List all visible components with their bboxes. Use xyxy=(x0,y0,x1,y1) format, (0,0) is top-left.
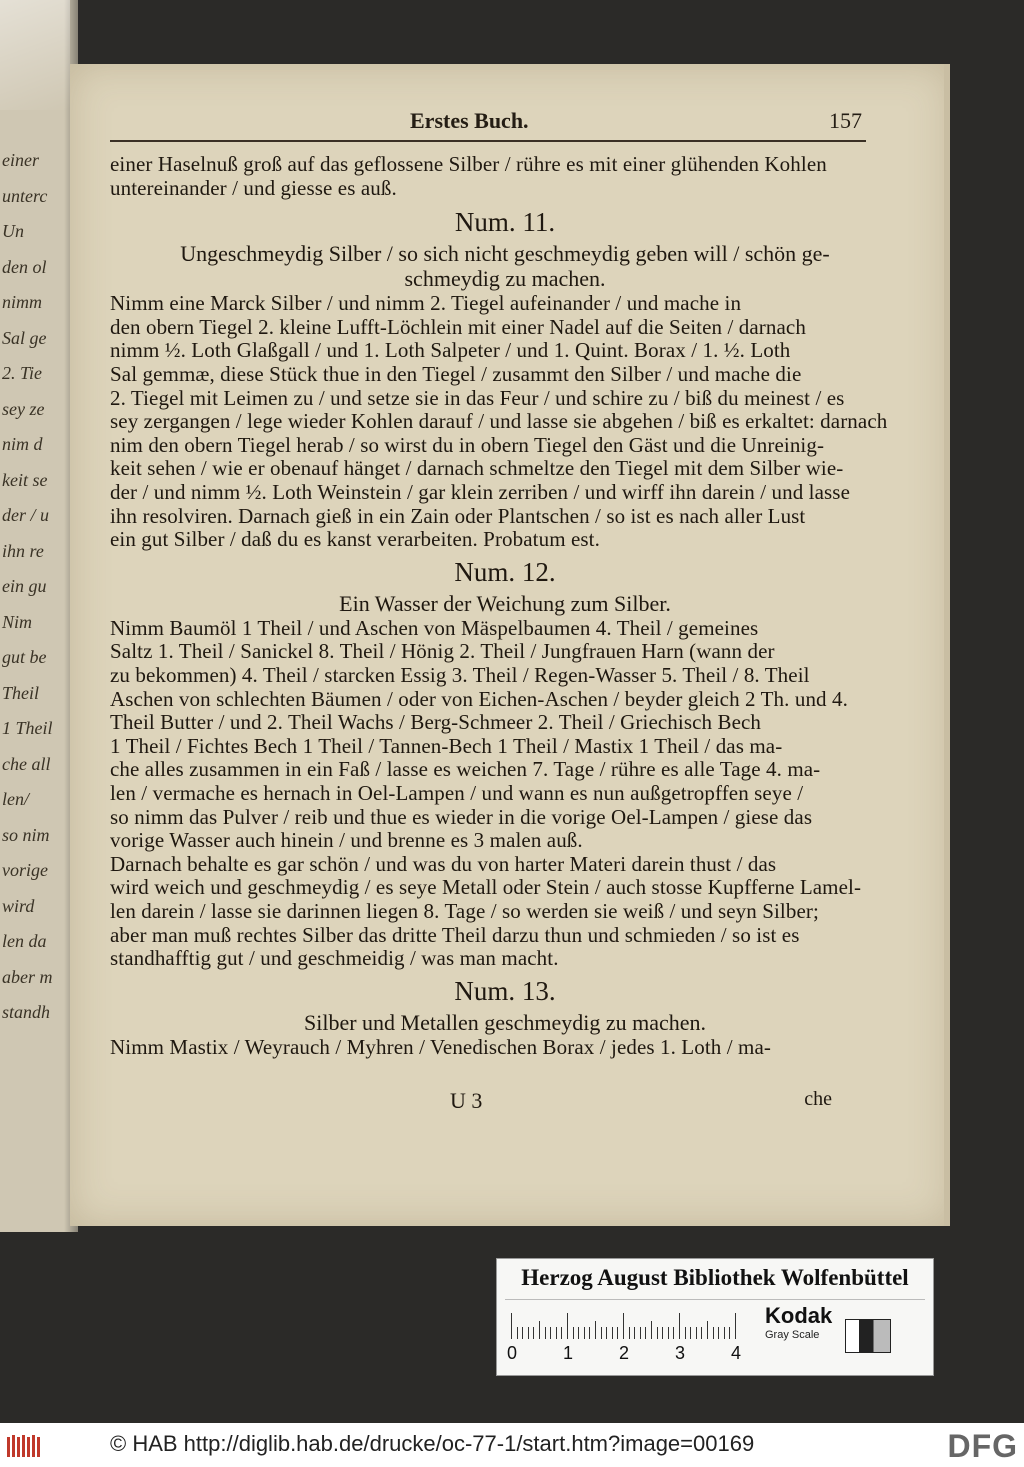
text-line: len / vermache es hernach in Oel-Lampen / und wann es nun außgetropffen seye / xyxy=(110,781,804,805)
left-page-fragment: aber m xyxy=(2,966,53,987)
library-color-card xyxy=(496,1258,934,1376)
left-page-fragment: ein gu xyxy=(2,576,47,596)
ruler-tick xyxy=(690,1327,691,1339)
text-line: zu bekommen) 4. Theil / starcken Essig 3. Theil / Regen-Wasser 5. Theil / 8. Theil xyxy=(110,663,810,687)
text-line: Sal gemmæ, diese Stück thue in den Tiegel / zusammt den Silber / und mache die xyxy=(110,362,802,386)
text-line: Darnach behalte es gar schön / und was du von harter Materi darein thust / das xyxy=(110,851,777,876)
text-line: vorige Wasser auch hinein / und brenne es 3 malen auß. xyxy=(110,828,583,853)
ruler-tick xyxy=(718,1327,719,1339)
gray-scale-label: Gray Scale xyxy=(765,1329,820,1341)
ruler-tick xyxy=(545,1327,546,1339)
left-page-fragment: len da xyxy=(2,931,47,951)
ruler-tick xyxy=(668,1327,669,1339)
ruler-tick xyxy=(573,1327,574,1339)
ruler-tick xyxy=(595,1321,596,1339)
left-page-fragment: Nim xyxy=(2,611,33,632)
left-page-fragment: sey ze xyxy=(2,398,45,419)
text-line: che alles zusammen in ein Faß / lasse es weichen 7. Tage / rühre es alle Tage 4. ma- xyxy=(110,757,821,782)
page-number: 157 xyxy=(829,108,862,133)
text-line: ihn resolviren. Darnach gieß in ein Zain oder Plantschen / so ist es nach aller Lust xyxy=(110,503,806,528)
ruler-tick xyxy=(584,1327,585,1339)
ruler-tick xyxy=(606,1327,607,1339)
ruler-tick xyxy=(561,1327,562,1339)
adjacent-left-page xyxy=(0,0,78,1232)
text-line: 2. Tiegel mit Leimen zu / und setze sie in das Feur / und schire zu / biß du meinest / es xyxy=(110,385,845,410)
running-head: Erstes Buch. xyxy=(410,108,529,133)
ruler-tick xyxy=(696,1327,697,1339)
ruler-tick xyxy=(724,1327,725,1339)
left-page-fragment: den ol xyxy=(2,256,47,277)
hab-logo-icon xyxy=(6,1433,42,1459)
ruler-tick xyxy=(578,1327,579,1339)
section-number: Num. 13. xyxy=(454,975,556,1006)
left-page-fragment: gut be xyxy=(2,647,47,667)
glare xyxy=(0,0,70,110)
ruler-tick xyxy=(623,1313,624,1339)
ruler-tick xyxy=(701,1327,702,1339)
ruler-tick xyxy=(528,1327,529,1339)
ruler-tick xyxy=(522,1327,523,1339)
ruler-tick xyxy=(517,1327,518,1339)
left-page-fragment: len/ xyxy=(2,789,29,809)
ruler-tick xyxy=(511,1313,512,1339)
text-line: ein gut Silber / daß du es kanst verarbeiten. Probatum est. xyxy=(110,527,600,552)
text-line: einer Haselnuß groß auf das geflossene Silber / rühre es mit einer glühenden Kohlen xyxy=(110,152,827,176)
ruler-tick xyxy=(556,1327,557,1339)
text-line: len darein / lasse sie darinnen liegen 8. Tage / so werden sie weiß / und seyn Silber; xyxy=(110,899,819,923)
section-number: Num. 12. xyxy=(454,556,556,587)
section-number: Num. 11. xyxy=(454,207,556,238)
text-line: wird weich und geschmeydig / es seye Metall oder Stein / auch stosse Kupfferne Lamel- xyxy=(110,875,862,900)
page-edge xyxy=(944,64,950,1226)
ruler-tick xyxy=(539,1321,540,1339)
ruler-tick xyxy=(645,1327,646,1339)
ruler-tick xyxy=(673,1327,674,1339)
ruler-tick xyxy=(685,1327,686,1339)
signature-mark: U 3 xyxy=(450,1088,483,1113)
left-page-fragment: nim d xyxy=(2,434,43,454)
card-divider xyxy=(505,1299,925,1300)
left-page-fragment: Sal ge xyxy=(2,327,47,348)
left-page-fragment: einer xyxy=(2,150,39,170)
text-line: den obern Tiegel 2. kleine Lufft-Löchlein mit einer Nadel auf die Seiten / darnach xyxy=(110,314,806,339)
ruler-label: 2 xyxy=(619,1343,630,1363)
text-line: nimm ½. Loth Glaßgall / und 1. Loth Salpeter / und 1. Quint. Borax / 1. ½. Loth xyxy=(110,338,791,363)
text-line: Nimm Mastix / Weyrauch / Myhren / Venedischen Borax / jedes 1. Loth / ma- xyxy=(110,1034,771,1059)
ruler-tick xyxy=(657,1327,658,1339)
catchword: che xyxy=(804,1088,832,1110)
section-title: Silber und Metallen geschmeydig zu machen. xyxy=(304,1009,706,1035)
ruler-tick xyxy=(629,1327,630,1339)
ruler-tick xyxy=(713,1327,714,1339)
left-page-fragment: Un xyxy=(2,221,24,241)
gray-scale-patch xyxy=(845,1319,891,1353)
left-page-fragment: nimm xyxy=(2,292,42,312)
text-line: Saltz 1. Theil / Sanickel 8. Theil / Hönig 2. Theil / Jungfrauen Harn (wann der xyxy=(110,639,775,664)
left-page-fragment: vorige xyxy=(2,860,48,880)
ruler-tick xyxy=(634,1327,635,1339)
ruler-tick xyxy=(550,1327,551,1339)
kodak-logo: Kodak xyxy=(765,1303,833,1328)
ruler-tick xyxy=(662,1327,663,1339)
ruler-tick xyxy=(735,1313,736,1339)
text-line: untereinander / und giesse es auß. xyxy=(110,175,397,200)
text-line: Nimm Baumöl 1 Theil / und Aschen von Mäspelbaumen 4. Theil / gemeines xyxy=(110,615,759,640)
left-page-fragment: keit se xyxy=(2,469,48,490)
left-page-fragment: che all xyxy=(2,753,51,774)
book-page xyxy=(70,64,950,1226)
ruler-label: 0 xyxy=(507,1343,518,1363)
left-page-fragment: ihn re xyxy=(2,540,44,561)
left-page-fragment: Theil xyxy=(2,682,40,703)
footer-copyright-link[interactable]: © HAB http://diglib.hab.de/drucke/oc-77-1/start.htm?image=00169 xyxy=(110,1431,755,1456)
text-line: der / und nimm ½. Loth Weinstein / gar klein zerriben / und wirff ihn darein / und lasse xyxy=(110,480,851,504)
text-line: Aschen von schlechten Bäumen / oder von Eichen-Aschen / beyder gleich 2 Th. und 4. xyxy=(110,686,848,711)
ruler-label: 4 xyxy=(731,1343,742,1363)
text-line: Theil Butter / und 2. Theil Wachs / Berg-Schmeer 2. Theil / Griechisch Bech xyxy=(110,710,762,735)
ruler-tick xyxy=(640,1327,641,1339)
left-page-fragment: standh xyxy=(2,1002,51,1022)
text-line: sey zergangen / lege wieder Kohlen darauf / und lasse sie abgehen / biß es erkaltet: darnach xyxy=(110,409,888,434)
left-page-fragment: 2. Tie xyxy=(2,363,43,383)
header-rule xyxy=(110,140,866,142)
ruler-tick xyxy=(567,1313,568,1339)
text-line: standhafftig gut / und geschmeidig / was man macht. xyxy=(110,946,559,971)
ruler-tick xyxy=(533,1327,534,1339)
text-line: keit sehen / wie er obenauf hänget / darnach schmeltze den Tiegel mit dem Silber wie- xyxy=(110,456,844,481)
scale-ruler xyxy=(511,1313,737,1339)
ruler-tick xyxy=(617,1327,618,1339)
dfg-logo: DFG xyxy=(947,1428,1018,1464)
ruler-tick xyxy=(707,1321,708,1339)
library-name: Herzog August Bibliothek Wolfenbüttel xyxy=(521,1265,909,1290)
left-page-fragment: der / u xyxy=(2,505,49,525)
ruler-tick xyxy=(612,1327,613,1339)
ruler-tick xyxy=(679,1313,680,1339)
left-page-fragment: so nim xyxy=(2,824,50,845)
text-line: Nimm eine Marck Silber / und nimm 2. Tiegel aufeinander / und mache in xyxy=(110,291,742,316)
left-page-fragment: 1 Theil xyxy=(2,718,53,738)
section-title: schmeydig zu machen. xyxy=(404,266,606,292)
section-title: Ungeschmeydig Silber / so sich nicht geschmeydig geben will / schön ge- xyxy=(180,241,830,267)
ruler-tick xyxy=(729,1327,730,1339)
text-line: nim den obern Tiegel herab / so wirst du in obern Tiegel den Gäst und die Unreinig- xyxy=(110,432,825,457)
section-title: Ein Wasser der Weichung zum Silber. xyxy=(339,590,671,616)
ruler-tick xyxy=(601,1327,602,1339)
text-line: aber man muß rechtes Silber das dritte Theil darzu thun und schmieden / so ist es xyxy=(110,922,800,947)
footer-bar xyxy=(0,1423,1024,1467)
left-page-fragment: unterc xyxy=(2,185,48,206)
text-line: 1 Theil / Fichtes Bech 1 Theil / Tannen-Bech 1 Theil / Mastix 1 Theil / das ma- xyxy=(110,733,783,758)
left-page-fragment: wird xyxy=(2,895,35,916)
text-line: so nimm das Pulver / reib und thue es wieder in die vorige Oel-Lampen / giese das xyxy=(110,804,813,829)
ruler-label: 1 xyxy=(563,1343,574,1363)
ruler-label: 3 xyxy=(675,1343,686,1363)
ruler-tick xyxy=(651,1321,652,1339)
ruler-tick xyxy=(589,1327,590,1339)
